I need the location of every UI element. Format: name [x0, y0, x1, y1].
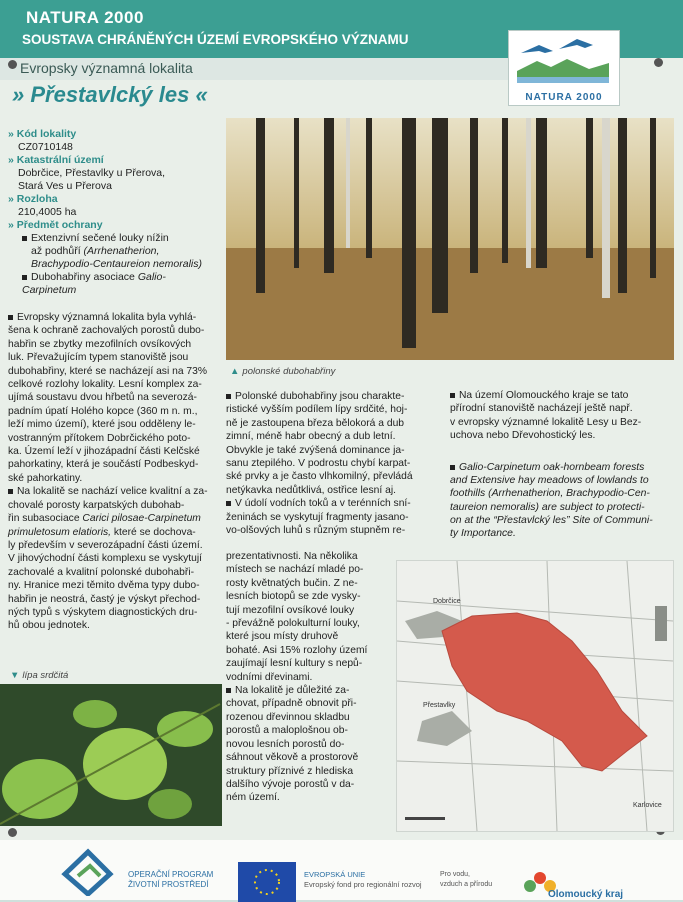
subject-item: Extenzivní sečené louky nížin	[22, 232, 220, 245]
subtitle-bar	[0, 58, 520, 80]
bullet-icon	[8, 315, 13, 320]
screw	[654, 58, 663, 67]
subject-item: Dubohabřiny asociace Galio-Carpinetum	[22, 271, 166, 296]
map-town-dobrcice: Dobrčice	[433, 598, 461, 605]
subject-item-cont: až podhůří (Arrhenatherion,	[31, 245, 160, 257]
forest-photo	[226, 118, 674, 360]
linden-leaves-image	[0, 684, 222, 826]
photo2-caption: ▼ lípa srdčitá	[10, 670, 69, 681]
screw	[8, 60, 17, 69]
eu-flag-icon	[238, 862, 296, 902]
right-paragraph: Na území Olomouckého kraje se tato přírodní stanoviště nacházejí ještě např. v evropsky významné lokalitě Lesy u Bez- uchova nebo Dřevohostický les.	[450, 390, 642, 442]
subject-item-cont: Brachypodio-Centaureion nemoralis)	[31, 258, 203, 270]
opzp-logo-icon	[60, 846, 120, 896]
op-text: OPERAČNÍ PROGRAM ŽIVOTNÍ PROSTŘEDÍ	[128, 870, 214, 889]
middle-paragraph: Polonské dubohabřiny jsou charakte- ristické vyšším podílem lípy srdčité, hoj- ně je zastoupena březa bělokorá a dub zimní, méně habr obecný a dub letní. Obvykle je také zvýšená dominance ja- sanu ztepilého. V podrostu chybí karpat- ské prvky a je často vlhkomilný, převládá netýkavka nedůtklivá, ostřice lesní aj. V údolí vodních toků a v terénních sní- ženinách se vyskytují fragmenty jasano- vo-olšových luhů s různým stupněm re-	[226, 391, 413, 537]
english-summary: Galio-Carpinetum oak-hornbeam forests and Extensive hay meadows of lowlands to foothills (Arrhenatherion, Brachypodio-Cen- taureion nemoralis) are subject to protecti- on at the “Přestavlcký les” Site of Communi- ty Importance.	[450, 462, 653, 540]
bullet-icon	[226, 688, 231, 693]
middle-paragraph-narrow: prezentativnosti. Na několika místech se nachází mladé po- rosty květnatých bučin. Z ne- lesních biotopů se zde vysky- tují mezofilní ovsíkové louky - převážně polokulturní louky, které jsou místy druhově bohaté. Asi 15% rozlohy území zaujímají lesní kultury s nepů- vodními dřevinami. Na lokalitě je důležité za- chovat, případně obnovit při- rozenou dřevinnou skladbu porostů a maloplošnou ob- novou lesních porostů do- sáhnout věkově a prostorově struktury příznivé z hlediska dalšího vývoje porostů v da- ném území.	[226, 551, 368, 804]
caption-triangle-icon: ▲	[230, 366, 240, 377]
bullet-icon	[8, 489, 13, 494]
logo-text: NATURA 2000	[525, 92, 603, 103]
nature-text: Pro vodu, vzduch a přírodu	[440, 871, 493, 888]
page-title: » Přestavlcký les «	[12, 82, 208, 107]
header-system: SOUSTAVA CHRÁNĚNÝCH ÚZEMÍ EVROPSKÉHO VÝZNAMU	[22, 32, 409, 47]
bullet-icon	[226, 394, 231, 399]
bullet-icon	[450, 465, 455, 470]
site-map	[396, 560, 674, 832]
caption-triangle-icon: ▼	[10, 670, 20, 681]
natura-logo	[508, 30, 620, 106]
birds-icon	[509, 31, 619, 91]
bullet-icon	[22, 236, 27, 241]
bullet-icon	[22, 275, 27, 280]
linden-photo	[0, 684, 222, 826]
cadastre-value: Dobrčice, Přestavlky u Přerova,	[18, 167, 166, 179]
map-town-karlovice: Karlovice	[633, 802, 662, 809]
screw	[8, 828, 17, 837]
area-label: » Rozloha	[8, 193, 58, 205]
left-paragraph: Evropsky významná lokalita byla vyhlá- šena k ochraně zachovalých porostů dubo- habřin se zbytky mezofilních ovsíkových luk. Převažujícím typem stanoviště jsou dubohabřiny, které se nacházejí asi na 73% celkové rozlohy lokality. Lesní komplex za- ujímá soustavu dvou hřbetů na severozá- padním úpatí Holého kopce (360 m n. m., leží mimo území), které jsou odděleny le- vostranným přítokem Dobrčického poto- ka. Území leží v jihozápadní části Kelčské pahorkatiny, která je součástí Podbeskyd- ské pahorkatiny. Na lokalitě se nachází velice kvalitní a za- chovalé porosty karpatských dubohab- řin subasociace Carici pilosae-Carpinetum primuletosum elatioris, které se dochova- ly především v severozápadní části území. V jihovýchodní části komplexu se vyskytují zachovalé a kvalitní polonské dubohabři- ny. Hranice mezi těmito dvěma typy dubo- habřin je neostrá, častý je výskyt přechod- ných typů s výskytem diagnostických dru- hů obou jednotek.	[8, 312, 208, 632]
bullet-icon	[226, 501, 231, 506]
code-label: » Kód lokality	[8, 128, 77, 140]
forest-photo-image	[226, 118, 674, 360]
map-town-prestavlky: Přestavlky	[423, 702, 456, 709]
photo1-caption: ▲ polonské dubohabřiny	[230, 366, 336, 377]
footer	[0, 840, 683, 900]
cadastre-label: » Katastrální území	[8, 154, 104, 166]
header-natura: NATURA 2000	[26, 8, 144, 27]
cadastre-value: Stará Ves u Přerova	[18, 180, 112, 192]
region-text: Olomoucký kraj	[548, 889, 624, 900]
eu-text: EVROPSKÁ UNIE Evropský fond pro regionální rozvoj	[304, 870, 422, 889]
subject-label: » Předmět ochrany	[8, 219, 103, 231]
code-value: CZ0710148	[18, 141, 73, 153]
site-info	[8, 128, 220, 297]
bullet-icon	[450, 393, 455, 398]
area-value: 210,4005 ha	[18, 206, 77, 218]
subtitle: Evropsky významná lokalita	[20, 60, 193, 76]
